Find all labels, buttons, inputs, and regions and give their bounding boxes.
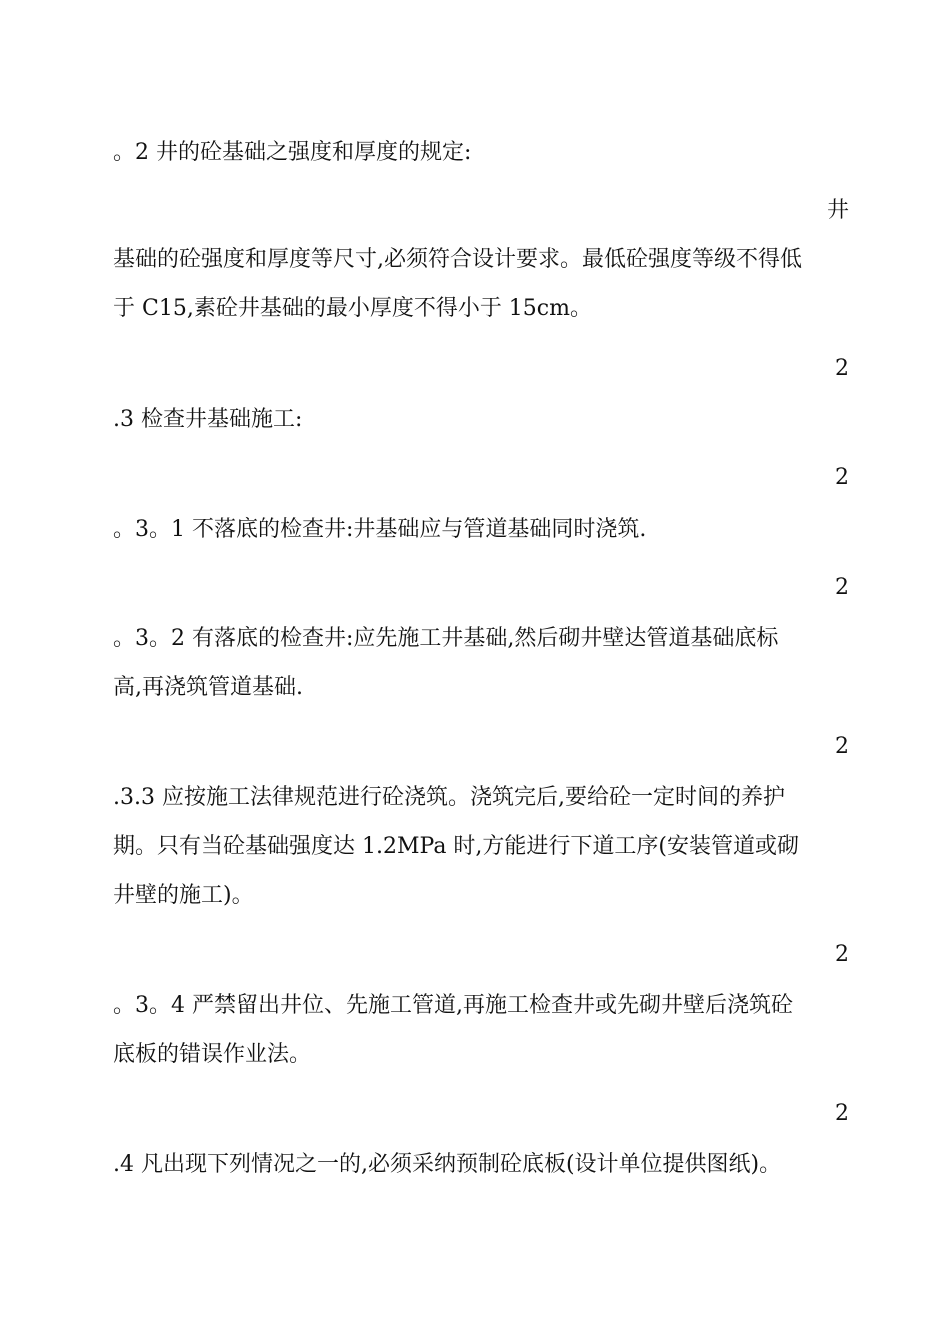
text-line: .4 凡出现下列情况之一的,必须采纳预制砼底板(设计单位提供图纸)。	[113, 1152, 782, 1177]
text-line: .3 检查井基础施工:	[113, 407, 303, 432]
text-line: 。3。2 有落底的检查井:应先施工井基础,然后砌井壁达管道基础底标	[113, 626, 779, 651]
text-line: 井壁的施工)。	[113, 883, 254, 908]
text-line-right: 2	[835, 942, 849, 967]
text-line: 于 C15,素砼井基础的最小厚度不得小于 15cm。	[113, 296, 592, 321]
text-line-right: 2	[835, 356, 849, 381]
text-line-right: 2	[835, 465, 849, 490]
text-line-right: 井	[826, 198, 849, 223]
text-line-right: 2	[835, 575, 849, 600]
text-line: 高,再浇筑管道基础.	[113, 675, 303, 700]
text-line: .3.3 应按施工法律规范进行砼浇筑。浇筑完后,要给砼一定时间的养护	[113, 785, 785, 810]
text-line: 底板的错误作业法。	[113, 1042, 312, 1067]
text-line-right: 2	[835, 734, 849, 759]
text-line: 。3。1 不落底的检查井:井基础应与管道基础同时浇筑.	[113, 517, 647, 542]
text-line: 。2 井的砼基础之强度和厚度的规定:	[113, 140, 472, 165]
text-line: 。3。4 严禁留出井位、先施工管道,再施工检查井或先砌井壁后浇筑砼	[113, 993, 793, 1018]
text-line-right: 2	[835, 1101, 849, 1126]
text-line: 基础的砼强度和厚度等尺寸,必须符合设计要求。最低砼强度等级不得低	[113, 247, 802, 272]
text-line: 期。只有当砼基础强度达 1.2MPa 时,方能进行下道工序(安装管道或砌	[113, 834, 800, 859]
